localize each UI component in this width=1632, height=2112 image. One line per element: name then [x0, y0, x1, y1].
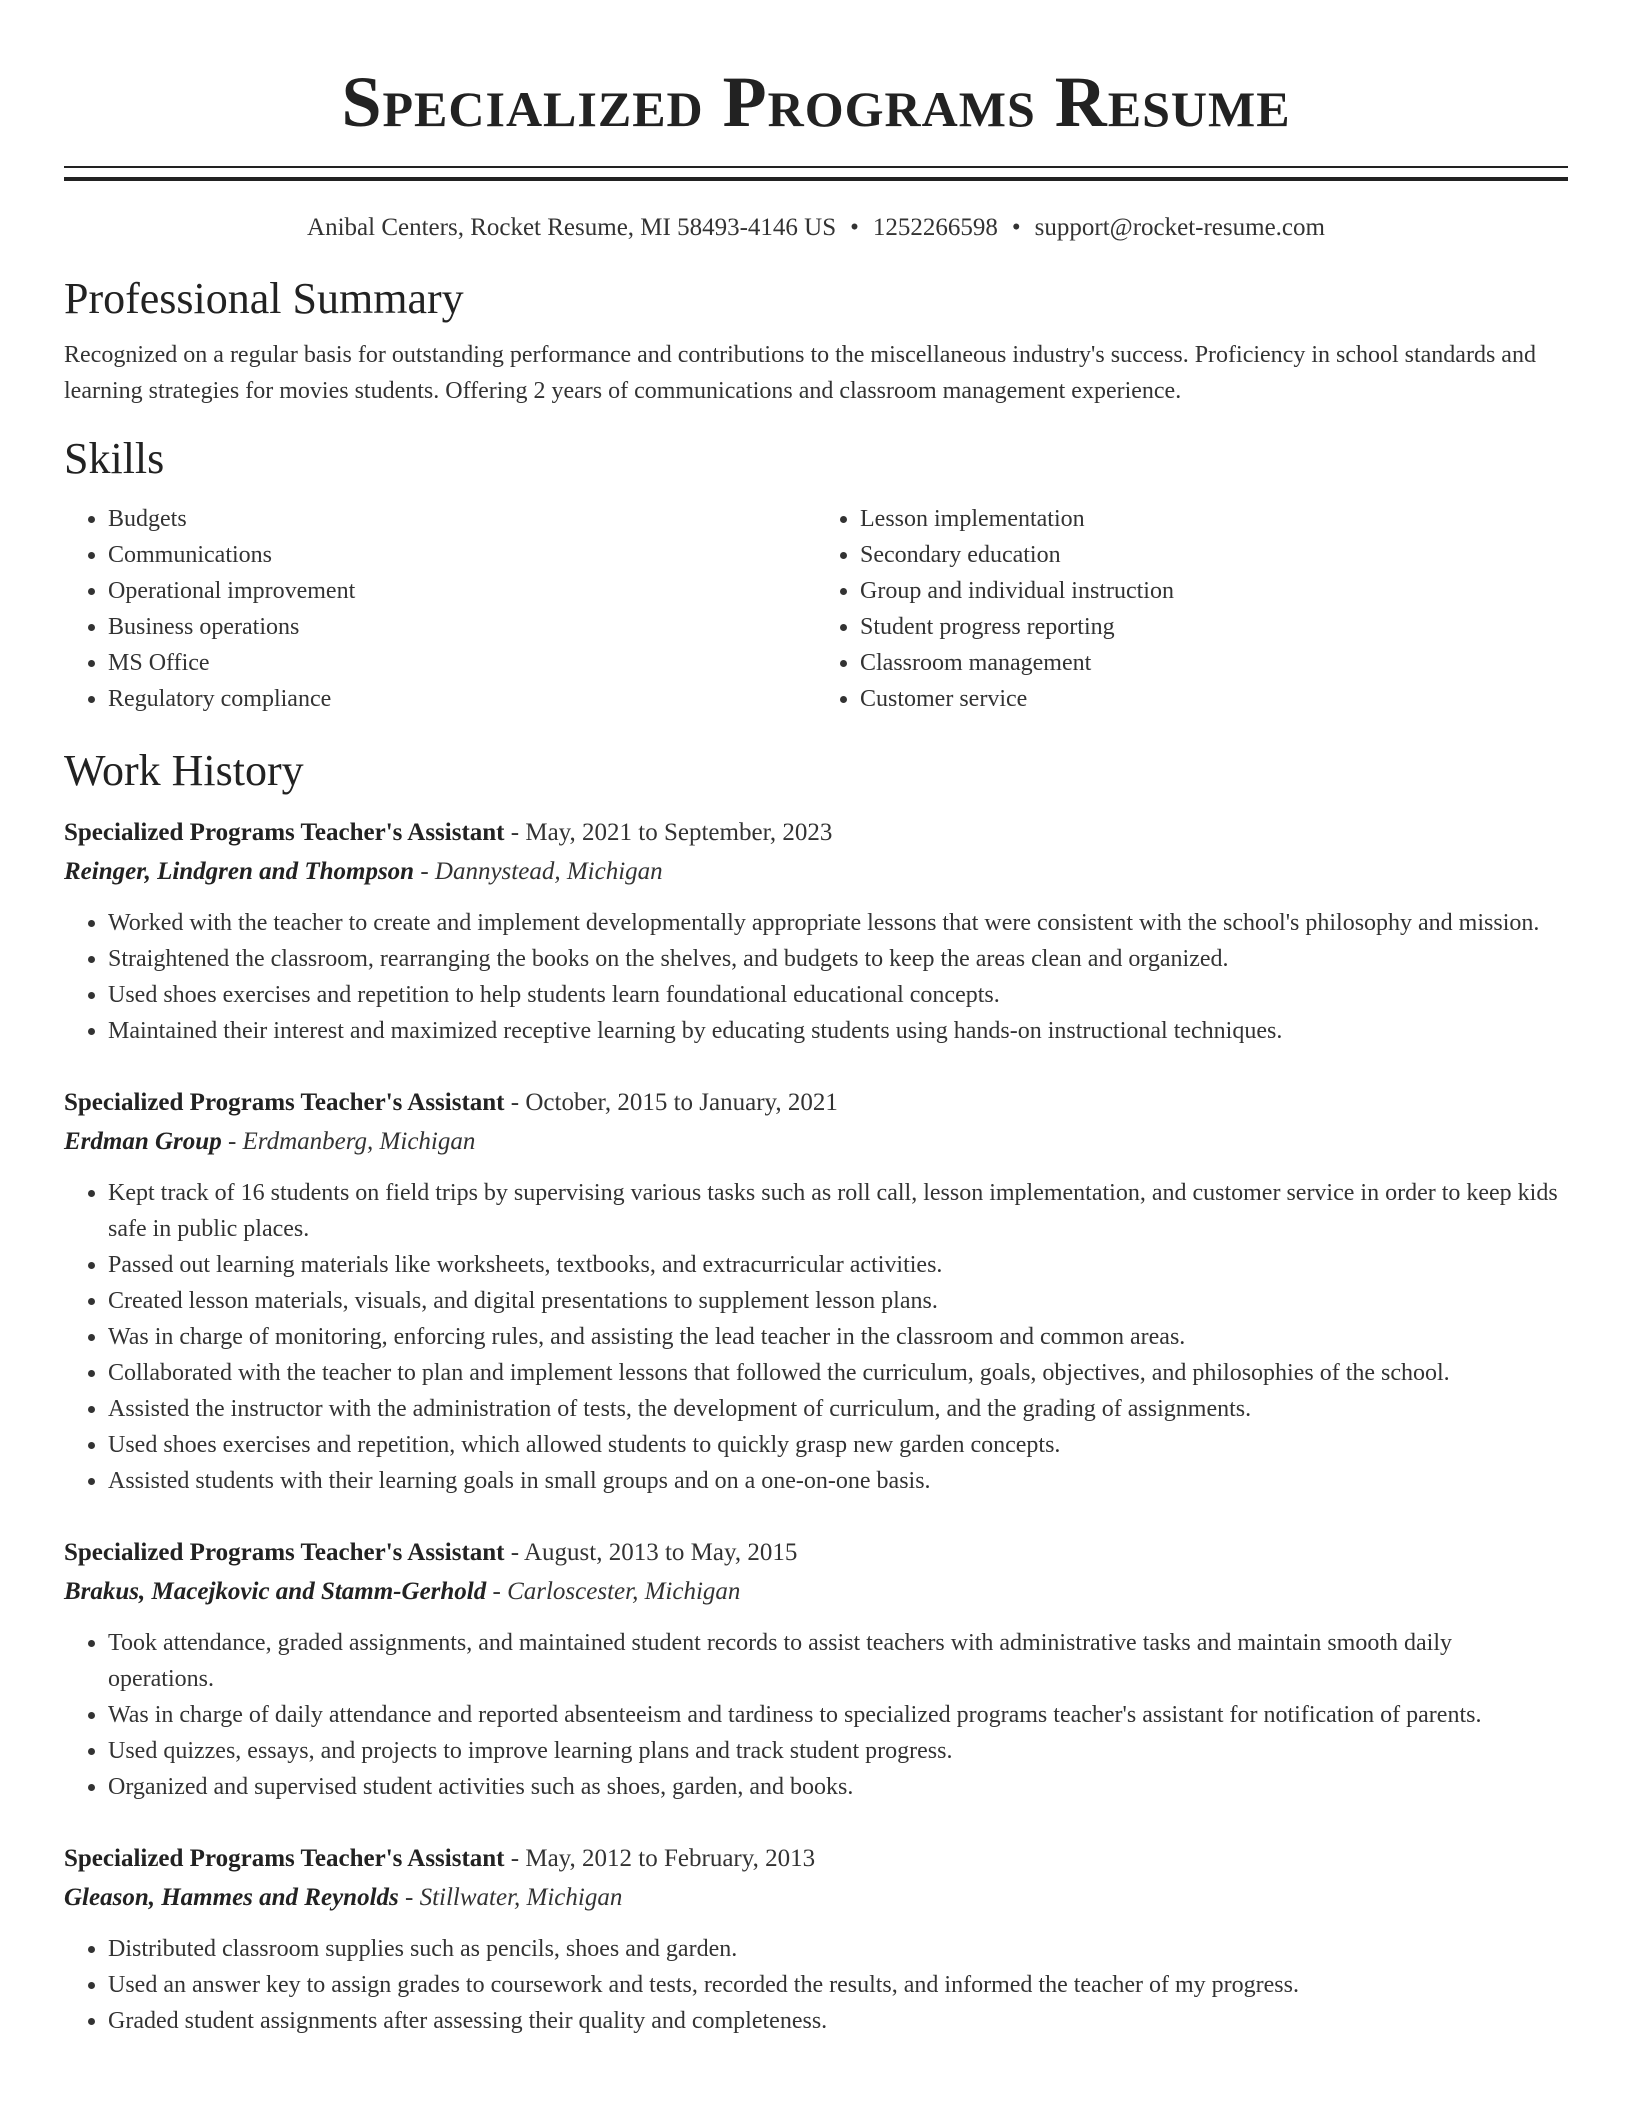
job-title-line [64, 1839, 1568, 1879]
skills-heading: Skills [64, 434, 165, 483]
job-bullet: • Straightened the classroom, rearranging the books on the shelves, and budgets to keep the areas clean and organized. [108, 941, 1568, 977]
job-bullet: • Assisted students with their learning goals in small groups and on a one-on-one basis. [108, 1463, 1568, 1499]
skill-item: • Business operations [108, 609, 816, 645]
job-dates: May, 2021 to September, 2023 [525, 819, 833, 846]
job-bullet: • Worked with the teacher to create and implement developmentally appropriate lessons that were consistent with the school's philosophy and mission. [108, 905, 1568, 941]
company-name: Brakus, Macejkovic and Stamm-Gerhold [64, 1578, 487, 1605]
job-entry [64, 1083, 1568, 1499]
job-title: Specialized Programs Teacher's Assistant [64, 1539, 505, 1566]
company-location: Carloscester, Michigan [507, 1578, 741, 1605]
company-dash: - [486, 1578, 508, 1605]
job-title-line [64, 813, 1568, 853]
job-dash: - [504, 1845, 526, 1872]
job-bullet: • Used an answer key to assign grades to coursework and tests, recorded the results, and informed the teacher of my progress. [108, 1967, 1568, 2003]
summary-text: Recognized on a regular basis for outstanding performance and contributions to the miscellaneous industry's success. Proficiency in school standards and learning strategies for movies students. Offering 2 years of communications and classroom management experience. [64, 342, 1536, 404]
resume-title: Specialized Programs Resume [341, 62, 1291, 142]
job-bullets [64, 1931, 1568, 2039]
job-bullet: • Used quizzes, essays, and projects to improve learning plans and track student progress. [108, 1733, 1568, 1769]
company-line [64, 853, 1568, 891]
company-location: Erdmanberg, Michigan [242, 1128, 476, 1155]
contact-separator: • [1011, 214, 1021, 241]
skill-item: • Group and individual instruction [860, 573, 1568, 609]
contact-line [64, 211, 1568, 245]
job-dates: August, 2013 to May, 2015 [523, 1539, 798, 1566]
skill-item: • Student progress reporting [860, 609, 1568, 645]
skill-item: • Operational improvement [108, 573, 816, 609]
job-title: Specialized Programs Teacher's Assistant [64, 1089, 505, 1116]
contact-address: Anibal Centers, Rocket Resume, MI 58493-4146 US [307, 214, 837, 241]
company-location: Dannystead, Michigan [434, 858, 663, 885]
skills-list-left [64, 501, 816, 717]
skills-list-right [816, 501, 1568, 717]
skill-item: • Regulatory compliance [108, 681, 816, 717]
job-bullet: • Collaborated with the teacher to plan and implement lessons that followed the curriculum, goals, objectives, and philosophies of the school. [108, 1355, 1568, 1391]
contact-phone: 1252266598 [872, 214, 998, 241]
contact-separator: • [850, 214, 859, 241]
company-line [64, 1573, 1568, 1611]
job-entry [64, 1533, 1568, 1805]
work-history-heading: Work History [64, 746, 304, 795]
summary-heading: Professional Summary [64, 274, 464, 323]
job-bullet: • Created lesson materials, visuals, and digital presentations to supplement lesson plans. [108, 1283, 1568, 1319]
job-bullet: • Passed out learning materials like worksheets, textbooks, and extracurricular activities. [108, 1247, 1568, 1283]
job-bullets [64, 1175, 1568, 1499]
company-name: Reinger, Lindgren and Thompson [64, 858, 415, 885]
job-entry [64, 813, 1568, 1049]
job-title: Specialized Programs Teacher's Assistant [64, 819, 505, 846]
job-bullet: • Kept track of 16 students on field trips by supervising various tasks such as roll call, lesson implementation, and customer service in order to keep kids safe in public places. [108, 1175, 1568, 1247]
job-bullet: • Assisted the instructor with the administration of tests, the development of curriculum, and the grading of assignments. [108, 1391, 1568, 1427]
job-dates: October, 2015 to January, 2021 [525, 1089, 838, 1116]
job-bullet: • Distributed classroom supplies such as pencils, shoes and garden. [108, 1931, 1568, 1967]
job-bullets [64, 905, 1568, 1049]
job-title-line [64, 1533, 1568, 1573]
job-bullet: • Took attendance, graded assignments, and maintained student records to assist teachers with administrative tasks and maintain smooth daily operations. [108, 1625, 1568, 1697]
job-bullet: • Maintained their interest and maximized receptive learning by educating students using hands-on instructional techniques. [108, 1013, 1568, 1049]
job-bullet: • Used shoes exercises and repetition to help students learn foundational educational concepts. [108, 977, 1568, 1013]
job-dates: May, 2012 to February, 2013 [525, 1845, 816, 1872]
contact-email: support@rocket-resume.com [1034, 214, 1325, 241]
company-name: Gleason, Hammes and Reynolds [64, 1884, 399, 1911]
job-title-line [64, 1083, 1568, 1123]
company-line [64, 1879, 1568, 1917]
job-title: Specialized Programs Teacher's Assistant [64, 1845, 505, 1872]
skill-item: • Lesson implementation [860, 501, 1568, 537]
company-dash: - [221, 1128, 243, 1155]
skill-item: • Customer service [860, 681, 1568, 717]
job-bullet: • Was in charge of monitoring, enforcing rules, and assisting the lead teacher in the classroom and common areas. [108, 1319, 1568, 1355]
company-name: Erdman Group [64, 1128, 222, 1155]
job-dash: - [504, 1539, 524, 1566]
skill-item: • MS Office [108, 645, 816, 681]
job-bullet: • Was in charge of daily attendance and reported absenteeism and tardiness to specialized programs teacher's assistant for notification of parents. [108, 1697, 1568, 1733]
job-entry [64, 1839, 1568, 2039]
job-dash: - [504, 1089, 526, 1116]
job-bullet: • Used shoes exercises and repetition, which allowed students to quickly grasp new garden concepts. [108, 1427, 1568, 1463]
skills-columns [64, 501, 1568, 717]
job-bullets [64, 1625, 1568, 1805]
skill-item: • Secondary education [860, 537, 1568, 573]
skill-item: • Communications [108, 537, 816, 573]
skill-item: • Budgets [108, 501, 816, 537]
company-dash: - [414, 858, 435, 885]
job-dash: - [504, 819, 526, 846]
company-dash: - [398, 1884, 420, 1911]
job-bullet: • Graded student assignments after assessing their quality and completeness. [108, 2003, 1568, 2039]
title-double-rule [64, 166, 1568, 181]
job-bullet: • Organized and supervised student activities such as shoes, garden, and books. [108, 1769, 1568, 1805]
company-line [64, 1123, 1568, 1161]
company-location: Stillwater, Michigan [419, 1884, 623, 1911]
skill-item: • Classroom management [860, 645, 1568, 681]
